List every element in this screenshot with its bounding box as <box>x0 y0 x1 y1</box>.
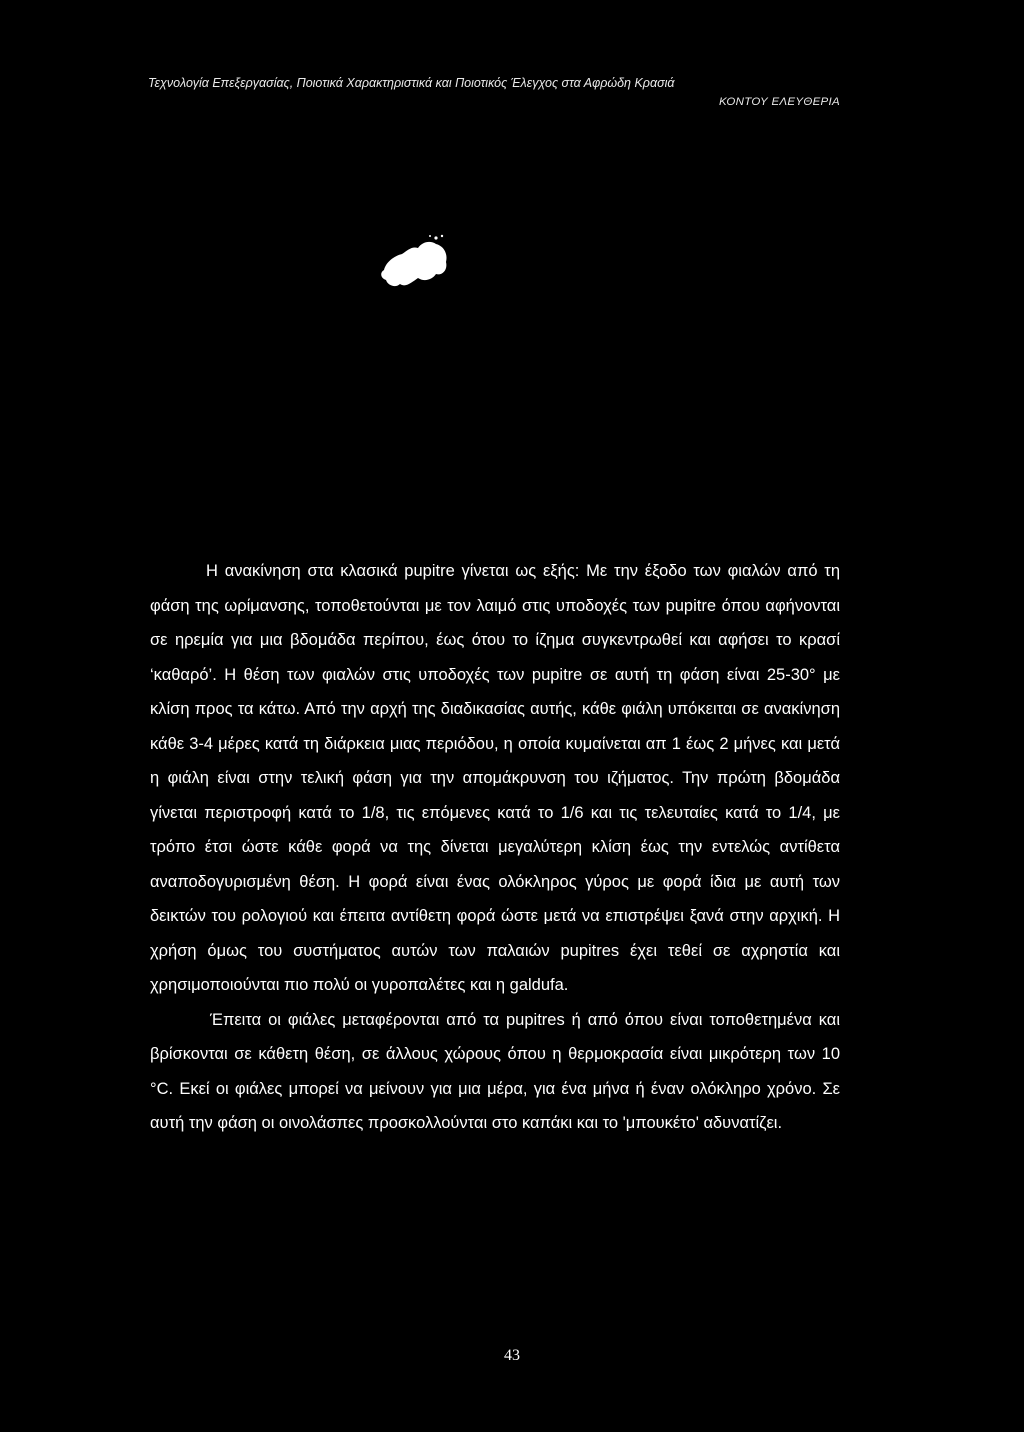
paragraph-1: Η ανακίνηση στα κλασικά pupitre γίνεται ως εξής: Με την έξοδο των φιαλών από τη φάση της ωρίμανσης, τοποθετούνται με τον λαιμό στις υποδοχές των pupitre όπου αφήνονται σε ηρεμία για μια βδομάδα περίπου, έως ότου το ίζημα συγκεντρωθεί και αφήσει το κρασί ‘καθαρό’. Η θέση των φιαλών στις υποδοχές των pupitre σε αυτή τη φάση είναι 25-30° με κλίση προς τα κάτω. Από την αρχή της διαδικασίας αυτής, κάθε φιάλη υπόκειται σε ανακίνηση κάθε 3-4 μέρες κατά τη διάρκεια μιας περιόδου, η οποία κυμαίνεται απ 1 έως 2 μήνες και μετά η φιάλη είναι στην τελική φάση για την απομάκρυνση του ιζήματος. Την πρώτη βδομάδα γίνεται περιστροφή κατά το 1/8, τις επόμενες κατά το 1/6 και τις τελευταίες κατά το 1/4, με τρόπο έτσι ώστε κάθε φορά να της δίνεται μεγαλύτερη κλίση έως την εντελώς αντίθετα αναποδογυρισμένη θέση. Η φορά είναι ένας ολόκληρος γύρος με φορά ίδια με αυτή των δεικτών του ρολογιού και έπειτα αντίθετη φορά ώστε μετά να επιστρέψει ξανά στην αρχική. Η χρήση όμως του συστήματος αυτών των παλαιών pupitres έχει τεθεί σε αχρηστία και χρησιμοποιούνται πιο πολύ οι γυροπαλέτες και η galdufa. <box>150 562 840 994</box>
running-author: ΚΟΝΤΟΥ ΕΛΕΥΘΕΡΙΑ <box>718 96 840 108</box>
paragraph-2: Έπειτα οι φιάλες μεταφέρονται από τα pupitres ή από όπου είναι τοποθετημένα και βρίσκονται σε κάθετη θέση, σε άλλους χώρους όπου η θερμοκρασία είναι μικρότερη των 10 °C. Εκεί οι φιάλες μπορεί να μείνουν για μια μέρα, για ένα μήνα ή έναν ολόκληρο χρόνο. Σε αυτή την φάση οι οινολάσπες προσκολλούνται στο καπάκι και το 'μπουκέτο' αδυνατίζει. <box>150 1010 840 1132</box>
page-number: 43 <box>504 1347 520 1364</box>
scan-artifact <box>378 232 450 292</box>
running-title: Τεχνολογία Επεξεργασίας, Ποιοτικά Χαρακτηριστικά και Ποιοτικός Έλεγχος στα Αφρώδη Κρασιά <box>148 76 675 90</box>
body-text <box>150 554 840 1141</box>
